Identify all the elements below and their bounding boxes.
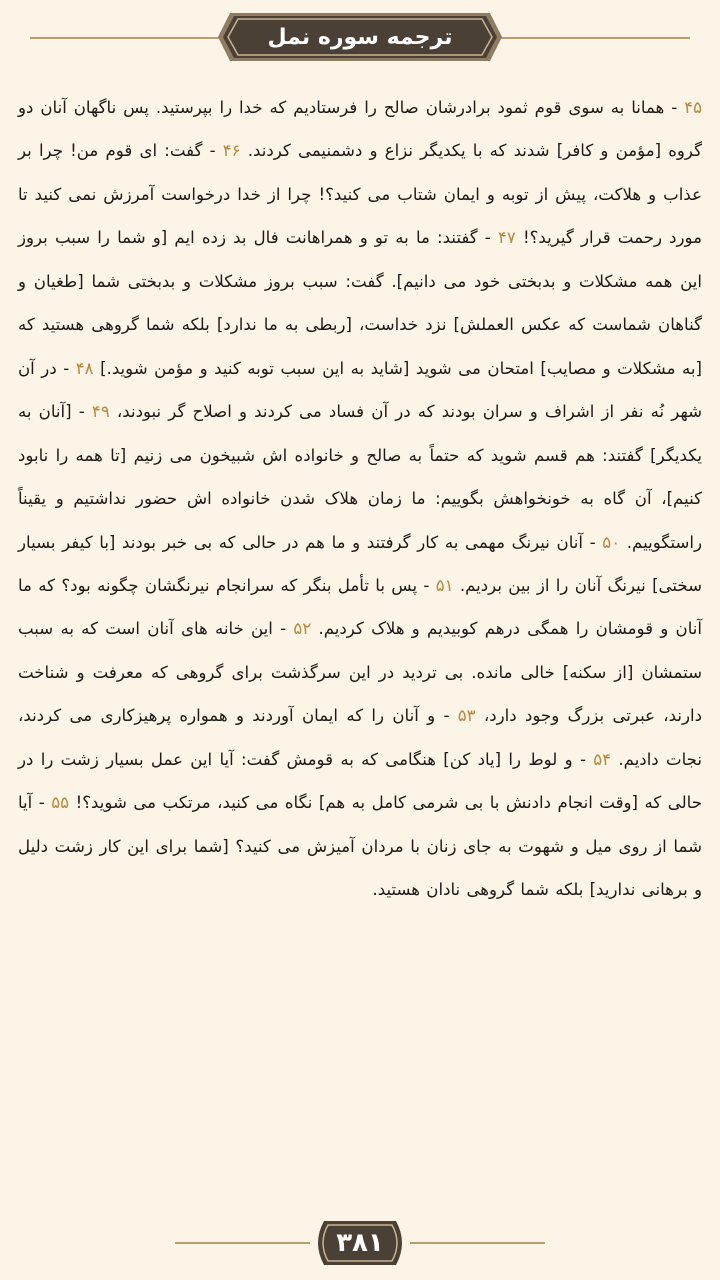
verse-text: گفتند: ما به تو و همراهانت فال بد زده ایم [و شما را سبب بروز این همه مشکلات و بدبختی خود می دانیم]. گفت: سبب بروز مشکلات و بدبختی شما [طغیان و گناهان شماست که عکس العملش] نزد خداست، [ربطی به ما ندارد] بلکه شما گروهی هستید که [به مشکلات و مصایب] امتحان می شوید [شاید به این سبب توبه کنید و مؤمن شوید.] <box>18 228 702 378</box>
page-footer <box>0 1212 720 1280</box>
page-header <box>0 0 720 80</box>
verse-number: ۵۱ <box>435 575 454 595</box>
verse-number: ۴۸ <box>75 358 94 378</box>
verse-text: گفت: ای قوم من! چرا بر عذاب و هلاکت، پیش از توبه و ایمان شتاب می کنید؟! چرا از خدا درخواست آمرزش نمی کنید تا مورد رحمت قرار گیرید؟! <box>18 141 702 248</box>
verse-text: در آن شهر نُه نفر از اشراف و سران بودند که در آن فساد می کردند و اصلاح گر نبودند، <box>18 358 703 422</box>
verse-number: ۴۵ <box>684 98 702 117</box>
verse-text: [آنان به یکدیگر] گفتند: هم قسم شوید که حتماً به صالح و خانواده اش شبیخون می زنیم [تا همه را نابود کنیم]، آن گاه به خونخواهش بگوییم: ما زمان هلاک شدن خانواده اش حضور نداشتیم و یقیناً راستگوییم. <box>18 402 702 552</box>
verse-number: ۴۶ <box>222 141 241 161</box>
verse-text: همانا به سوی قوم ثمود برادرشان صالح را فرستادیم که خدا را بپرستید. پس ناگهان آنان دو گروه [مؤمن و کافر] شدند که با یکدیگر نزاع و دشمنیمی کردند. <box>18 98 702 161</box>
verse-text: آیا شما از روی میل و شهوت به جای زنان با مردان آمیزش می کنید؟ [شما برای این کار زشت دلیل و برهانی ندارید] بلکه شما گروهی نادان هستید. <box>18 793 702 900</box>
translation-text: ۴۵ - همانا به سوی قوم ثمود برادرشان صالح را فرستادیم که خدا را بپرستید. پس ناگهان آنان دو گروه [مؤمن و کافر] شدند که با یکدیگر نزاع و دشمنیمی کردند. ۴۶ - گفت: ای قوم من! چرا بر عذاب و هلاکت، پیش از توبه و ایمان شتاب می کنید؟! چرا از خدا درخواست آمرزش نمی کنید تا مورد رحمت قرار گیرید؟! ۴۷ - گفتند: ما به تو و همراهانت فال بد زده ایم [و شما را سبب بروز این همه مشکلات و بدبختی خود می دانیم]. گفت: سبب بروز مشکلات و بدبختی شما [طغیان و گناهان شماست که عکس العملش] نزد خداست، [ربطی به ما ندارد] بلکه شما گروهی هستید که [به مشکلات و مصایب] امتحان می شوید [شاید به این سبب توبه کنید و مؤمن شوید.] ۴۸ - در آن شهر نُه نفر از اشراف و سران بودند که در آن فساد می کردند و اصلاح گر نبودند، ۴۹ - [آنان به یکدیگر] گفتند: هم قسم شوید که حتماً به صالح و خانواده اش شبیخون می زنیم [تا همه را نابود کنیم]، آن گاه به خونخواهش بگوییم: ما زمان هلاک شدن خانواده اش حضور نداشتیم و یقیناً راستگوییم. ۵۰ - آنان نیرنگ مهمی به کار گرفتند و ما هم در حالی که بی خبر بودند [با کیفر بسیار سختی] نیرنگ آنان را از بین بردیم. ۵۱ - پس با تأمل بنگر که سرانجام نیرنگشان چگونه بود؟ که ما آنان و قومشان را همگی درهم کوبیدیم و هلاک کردیم. ۵۲ - این خانه های آنان است که به سبب ستمشان [از سکنه] خالی مانده. بی تردید در این سرگذشت برای گروهی که معرفت و شناخت دارند، عبرتی بزرگ وجود دارد، ۵۳ - و آنان را که ایمان آوردند و همواره پرهیزکاری می کردند، نجات دادیم. ۵۴ - و لوط را [یاد کن] هنگامی که به قومش گفت: آیا این عمل بسیار زشت را در حالی که [وقت انجام دادنش با بی شرمی کامل به هم] نگاه می کنید، مرتکب می شوید؟! ۵۵ - آیا شما از روی میل و شهوت به جای زنان با مردان آمیزش می کنید؟ [شما برای این کار زشت دلیل و برهانی ندارید] بلکه شما گروهی نادان هستید. <box>18 98 703 900</box>
title-plate <box>216 11 504 63</box>
verse-text: آنان نیرنگ مهمی به کار گرفتند و ما هم در حالی که بی خبر بودند [با کیفر بسیار سختی] نیرنگ آنان را از بین بردیم. <box>18 532 702 595</box>
surah-title: ترجمه سوره نمل <box>267 24 453 50</box>
verse-number: ۵۲ <box>293 619 312 639</box>
header-rule-right <box>490 37 690 39</box>
header-rule-left <box>30 37 230 39</box>
verse-number: ۴۹ <box>91 402 110 422</box>
verse-number: ۵۴ <box>593 749 612 769</box>
page-number-plate <box>310 1217 410 1269</box>
verse-text: و لوط را [یاد کن] هنگامی که به قومش گفت: آیا این عمل بسیار زشت را در حالی که [وقت انجام دادنش با بی شرمی کامل به هم] نگاه می کنید، مرتکب می شوید؟! <box>18 749 702 813</box>
verse-number: ۴۷ <box>497 228 516 248</box>
verse-number: ۵۵ <box>51 793 70 813</box>
verse-text: این خانه های آنان است که به سبب ستمشان [از سکنه] خالی مانده. بی تردید در این سرگذشت برای گروهی که معرفت و شناخت دارند، عبرتی بزرگ وجود دارد، <box>18 619 702 726</box>
page-number: ۳۸۱ <box>336 1228 384 1258</box>
verse-text: و آنان را که ایمان آوردند و همواره پرهیزکاری می کردند، نجات دادیم. <box>18 706 703 769</box>
verse-text: پس با تأمل بنگر که سرانجام نیرنگشان چگونه بود؟ که ما آنان و قومشان را همگی درهم کوبیدیم و هلاک کردیم. <box>18 575 703 639</box>
footer-rule-left <box>175 1242 310 1244</box>
footer-rule-right <box>410 1242 545 1244</box>
verse-number: ۵۳ <box>457 706 476 726</box>
verse-number: ۵۰ <box>602 532 621 552</box>
